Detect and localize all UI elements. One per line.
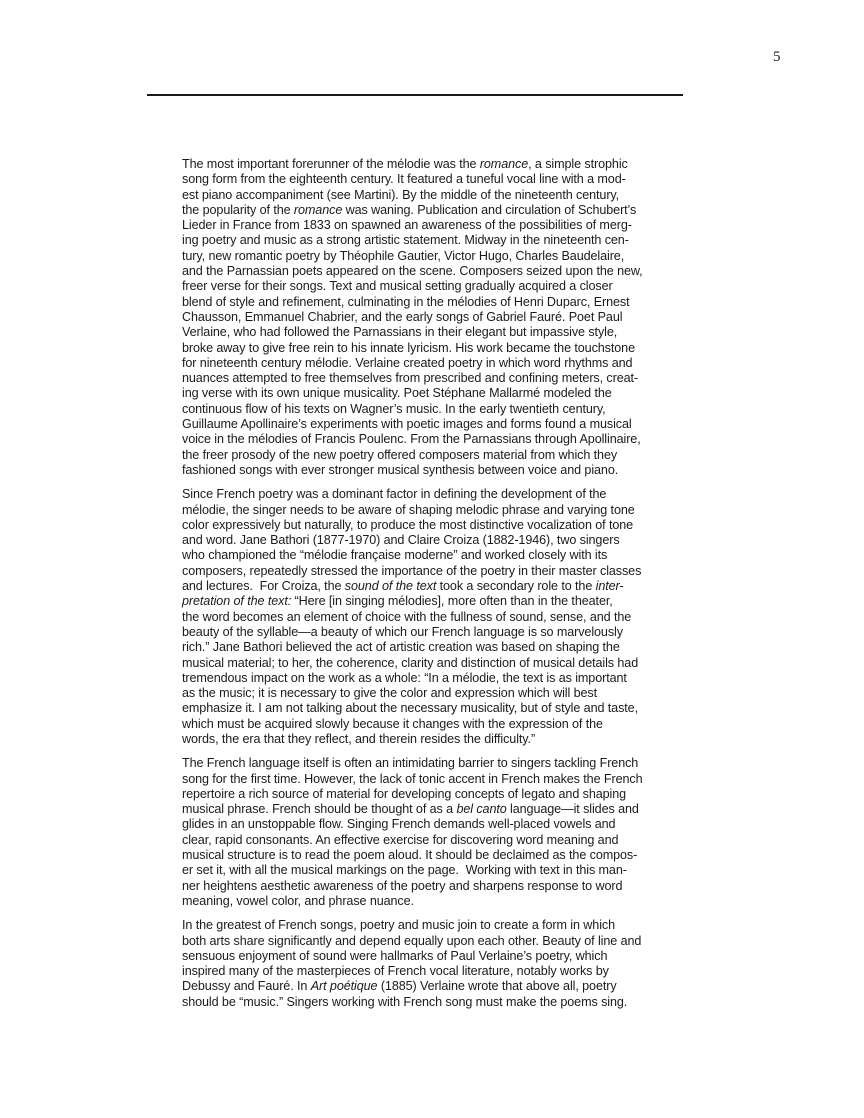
text-line: and word. Jane Bathori (1877-1970) and Claire Croiza (1882-1946), two singers <box>182 533 620 548</box>
paragraph <box>182 918 694 1010</box>
page-number: 5 <box>773 49 781 65</box>
text-line: color expressively but naturally, to produce the most distinctive vocalization of tone <box>182 517 634 532</box>
text-line: as the music; it is necessary to give the color and expression which will best <box>182 686 597 701</box>
text-line: ner heightens aesthetic awareness of the poetry and sharpens response to word <box>182 878 623 893</box>
text-line: tury, new romantic poetry by Théophile Gautier, Victor Hugo, Charles Baudelaire, <box>182 248 625 263</box>
text-line: both arts share significantly and depend equally upon each other. Beauty of line and <box>182 933 642 948</box>
text-line: Verlaine, who had followed the Parnassians in their elegant but impassive style, <box>182 325 618 340</box>
text-line: glides in an unstoppable flow. Singing French demands well-placed vowels and <box>182 817 616 832</box>
text-line: continuous flow of his texts on Wagner’s music. In the early twentieth century, <box>182 401 606 416</box>
paragraph <box>182 487 694 747</box>
text-line: emphasize it. I am not talking about the necessary musicality, but of style and taste, <box>182 701 638 716</box>
text-line: composers, repeatedly stressed the importance of the poetry in their master classes <box>182 563 642 578</box>
text-line: fashioned songs with ever stronger musical synthesis between voice and piano. <box>182 462 619 477</box>
text-line: Since French poetry was a dominant factor in defining the development of the <box>182 487 607 502</box>
text-line: inspired many of the masterpieces of French vocal literature, notably works by <box>182 964 609 979</box>
text-line: Lieder in France from 1833 on spawned an awareness of the possibilities of merg- <box>182 218 632 233</box>
text-line: Debussy and Fauré. In Art poétique (1885) Verlaine wrote that above all, poetry <box>182 979 617 994</box>
text-line: musical structure is to read the poem aloud. It should be declaimed as the compos- <box>182 848 638 863</box>
body-text <box>182 157 694 1019</box>
text-line: voice in the mélodies of Francis Poulenc. From the Parnassians through Apollinaire, <box>182 432 641 447</box>
text-line: musical phrase. French should be thought of as a bel canto language—it slides and <box>182 802 639 817</box>
text-line: pretation of the text: “Here [in singing mélodies], more often than in the theater, <box>182 594 613 609</box>
text-line: song for the first time. However, the lack of tonic accent in French makes the French <box>182 771 643 786</box>
header-rule <box>147 94 683 96</box>
text-line: The French language itself is often an intimidating barrier to singers tackling French <box>182 756 639 771</box>
text-line: the freer prosody of the new poetry offered composers material from which they <box>182 447 618 462</box>
text-line: freer verse for their songs. Text and musical setting gradually acquired a closer <box>182 279 613 294</box>
text-line: clear, rapid consonants. An effective exercise for discovering word meaning and <box>182 832 619 847</box>
text-line: words, the era that they reflect, and therein resides the difficulty.” <box>182 731 536 746</box>
paragraph <box>182 756 694 909</box>
text-line: er set it, with all the musical markings on the page. Working with text in this man- <box>182 863 627 878</box>
text-line: song form from the eighteenth century. It featured a tuneful vocal line with a mod- <box>182 172 626 187</box>
text-line: who championed the “mélodie française moderne” and worked closely with its <box>182 548 608 563</box>
text-line: and the Parnassian poets appeared on the scene. Composers seized upon the new, <box>182 264 643 279</box>
text-line: the word becomes an element of choice with the fullness of sound, sense, and the <box>182 609 632 624</box>
text-line: The most important forerunner of the mélodie was the romance, a simple strophic <box>182 157 628 171</box>
text-line: the popularity of the romance was waning. Publication and circulation of Schubert’s <box>182 202 637 217</box>
paragraph <box>182 157 694 478</box>
text-line: ing poetry and music as a strong artistic statement. Midway in the nineteenth cen- <box>182 233 629 248</box>
text-line: mélodie, the singer needs to be aware of shaping melodic phrase and varying tone <box>182 502 635 517</box>
text-line: meaning, vowel color, and phrase nuance. <box>182 893 414 908</box>
text-line: which must be acquired slowly because it changes with the expression of the <box>182 716 603 731</box>
text-line: should be “music.” Singers working with French song must make the poems sing. <box>182 994 628 1009</box>
text-line: Guillaume Apollinaire’s experiments with poetic images and forms found a musical <box>182 417 632 432</box>
text-line: sensuous enjoyment of sound were hallmarks of Paul Verlaine’s poetry, which <box>182 948 608 963</box>
text-line: nuances attempted to free themselves from prescribed and confining meters, creat- <box>182 371 639 386</box>
text-line: ing verse with its own unique musicality. Poet Stéphane Mallarmé modeled the <box>182 386 612 401</box>
text-line: broke away to give free rein to his innate lyricism. His work became the touchstone <box>182 340 635 355</box>
text-line: musical material; to her, the coherence, clarity and distinction of musical details had <box>182 655 639 670</box>
text-line: est piano accompaniment (see Martini). By the middle of the nineteenth century, <box>182 187 620 202</box>
text-line: Chausson, Emmanuel Chabrier, and the early songs of Gabriel Fauré. Poet Paul <box>182 309 623 324</box>
text-line: repertoire a rich source of material for developing concepts of legato and shaping <box>182 786 627 801</box>
text-line: tremendous impact on the work as a whole: “In a mélodie, the text is as important <box>182 670 627 685</box>
text-line: In the greatest of French songs, poetry and music join to create a form in which <box>182 918 616 933</box>
text-line: blend of style and refinement, culminating in the mélodies of Henri Duparc, Ernest <box>182 294 630 309</box>
text-line: for nineteenth century mélodie. Verlaine created poetry in which word rhythms and <box>182 355 633 370</box>
text-line: rich.” Jane Bathori believed the act of artistic creation was based on shaping the <box>182 640 620 655</box>
text-line: beauty of the syllable—a beauty of which our French language is so marvelously <box>182 624 623 639</box>
text-line: and lectures. For Croiza, the sound of the text took a secondary role to the inter- <box>182 579 624 594</box>
